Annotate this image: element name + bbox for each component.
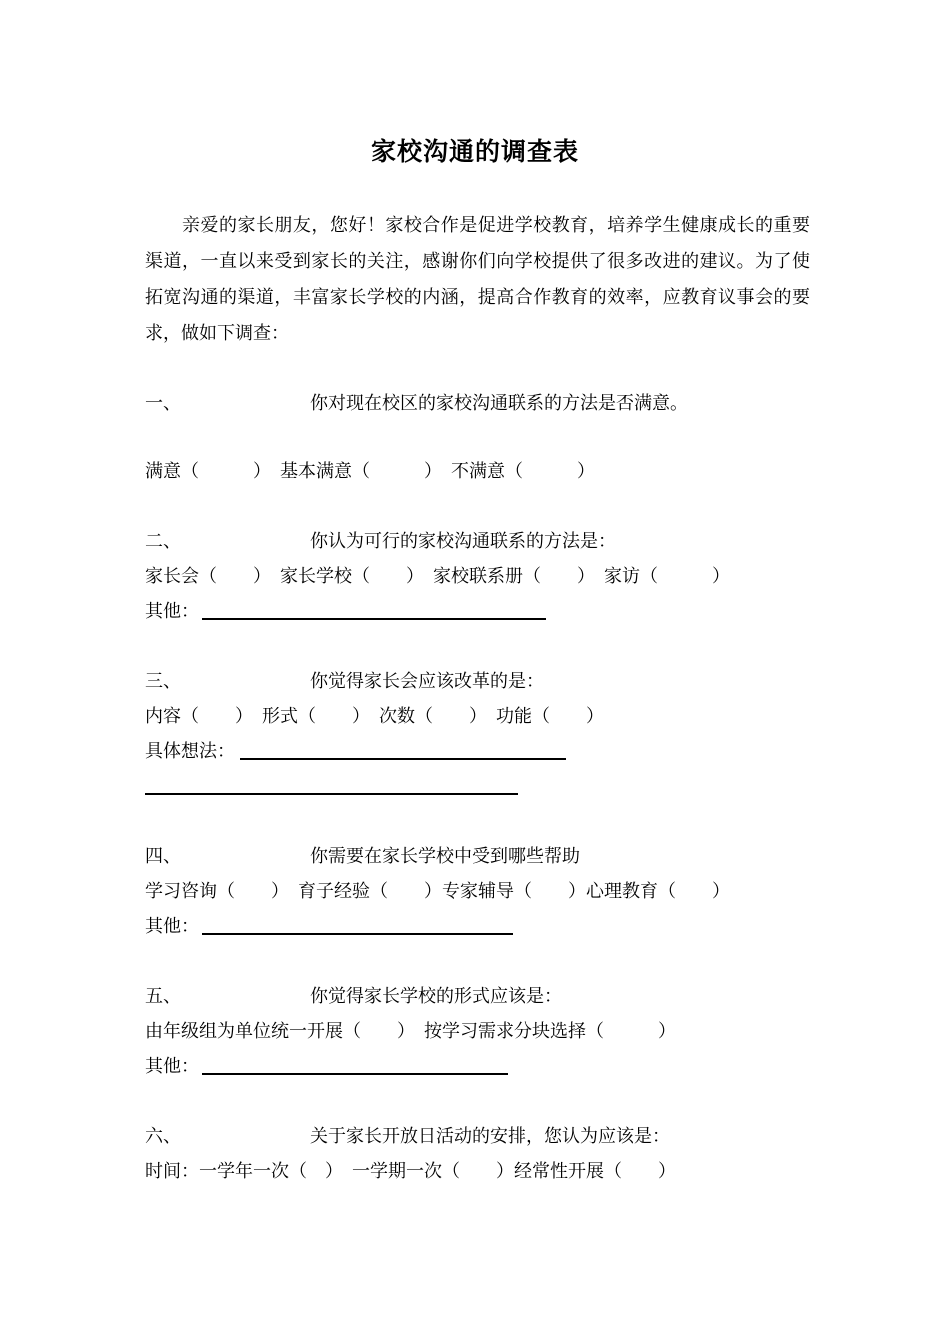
q3-detail-label: 具体想法： bbox=[145, 741, 235, 762]
q3-options[interactable]: 内容（ ） 形式（ ） 次数（ ） 功能（ ） bbox=[145, 706, 604, 727]
q6-text: 关于家长开放日活动的安排，您认为应该是： bbox=[310, 1126, 670, 1147]
q4-number: 四、 bbox=[145, 846, 181, 867]
page-title: 家校沟通的调查表 bbox=[370, 137, 579, 166]
q5-options[interactable]: 由年级组为单位统一开展（ ） 按学习需求分块选择（ ） bbox=[145, 1021, 676, 1042]
q1-options[interactable]: 满意（ ） 基本满意（ ） 不满意（ ） bbox=[145, 461, 595, 482]
q1-number: 一、 bbox=[145, 393, 181, 414]
q3-number: 三、 bbox=[145, 671, 181, 692]
q5-other-field[interactable] bbox=[202, 1073, 508, 1075]
intro-paragraph: 亲爱的家长朋友，您好！家校合作是促进学校教育，培养学生健康成长的重要渠道，一直以来受到家长的关注，感谢你们向学校提供了很多改进的建议。为了使拓宽沟通的渠道，丰富家长学校的内涵，提高合作教育的效率，应教育议事会的要求，做如下调查： bbox=[145, 215, 810, 344]
q4-text: 你需要在家长学校中受到哪些帮助 bbox=[310, 846, 580, 867]
q3-detail-field-2[interactable] bbox=[145, 793, 518, 795]
q6-number: 六、 bbox=[145, 1126, 181, 1147]
q3-detail-field[interactable] bbox=[240, 758, 566, 760]
q2-other-label: 其他： bbox=[145, 601, 199, 622]
q1-text: 你对现在校区的家校沟通联系的方法是否满意。 bbox=[310, 393, 688, 414]
q5-text: 你觉得家长学校的形式应该是： bbox=[310, 986, 562, 1007]
q4-other-label: 其他： bbox=[145, 916, 199, 937]
q2-other-field[interactable] bbox=[202, 618, 546, 620]
q4-options[interactable]: 学习咨询（ ） 育子经验（ ）专家辅导（ ）心理教育（ ） bbox=[145, 881, 730, 902]
q2-number: 二、 bbox=[145, 531, 181, 552]
q2-text: 你认为可行的家校沟通联系的方法是： bbox=[310, 531, 616, 552]
q3-text: 你觉得家长会应该改革的是： bbox=[310, 671, 544, 692]
q5-other-label: 其他： bbox=[145, 1056, 199, 1077]
q6-options[interactable]: 时间：一学年一次（ ） 一学期一次（ ）经常性开展（ ） bbox=[145, 1161, 676, 1182]
q2-options[interactable]: 家长会（ ） 家长学校（ ） 家校联系册（ ） 家访（ ） bbox=[145, 566, 730, 587]
q4-other-field[interactable] bbox=[202, 933, 513, 935]
q5-number: 五、 bbox=[145, 986, 181, 1007]
